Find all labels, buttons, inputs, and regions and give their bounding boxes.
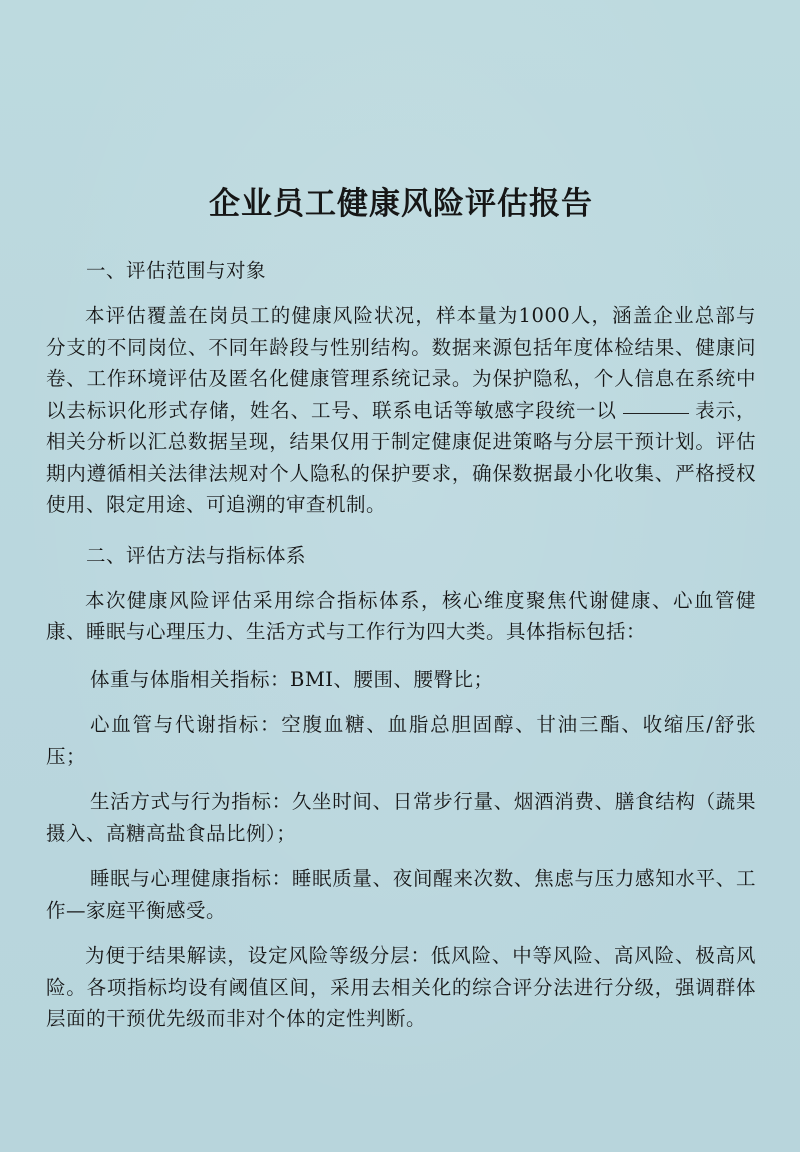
risk-level-paragraph: 为便于结果解读，设定风险等级分层：低风险、中等风险、高风险、极高风险。各项指标均设有阈值区间，采用去相关化的综合评分法进行分级，强调群体层面的干预优先级而非对个体的定性判断。 — [46, 944, 756, 1030]
section-heading-method: 二、评估方法与指标体系 — [86, 543, 307, 567]
indicator-item-sleep-mental: 睡眠与心理健康指标：睡眠质量、夜间醒来次数、焦虑与压力感知水平、工作—家庭平衡感受。 — [46, 867, 756, 922]
scope-paragraph — [46, 300, 756, 521]
redaction-blank — [623, 413, 689, 414]
scope-text-part1: 本评估覆盖在岗员工的健康风险状况，样本量为1000人，涵盖企业总部与分支的不同岗位、不同年龄段与性别结构。数据来源包括年度体检结果、健康问卷、工作环境评估及匿名化健康管理系统记录。为保护隐私，个人信息在系统中以去标识化形式存储，姓名、工号、联系电话等敏感字段统一以 — [46, 304, 756, 422]
section-heading-scope: 一、评估范围与对象 — [86, 259, 267, 282]
method-intro-paragraph: 本次健康风险评估采用综合指标体系，核心维度聚焦代谢健康、心血管健康、睡眠与心理压力、生活方式与工作行为四大类。具体指标包括： — [46, 588, 756, 643]
document-title: 企业员工健康风险评估报告 — [209, 186, 593, 222]
scope-text-part2: 表示，相关分析以汇总数据呈现，结果仅用于制定健康促进策略与分层干预计划。评估期内遵循相关法律法规对个人隐私的保护要求，确保数据最小化收集、严格授权使用、限定用途、可追溯的审查机制。 — [46, 398, 756, 516]
indicator-item-lifestyle: 生活方式与行为指标：久坐时间、日常步行量、烟酒消费、膳食结构（蔬果摄入、高糖高盐食品比例）； — [46, 790, 756, 845]
indicator-item-body-fat: 体重与体脂相关指标：BMI、腰围、腰臀比； — [90, 667, 494, 691]
indicator-item-cardio-metabolic: 心血管与代谢指标：空腹血糖、血脂总胆固醇、甘油三酯、收缩压/舒张压； — [46, 713, 756, 768]
